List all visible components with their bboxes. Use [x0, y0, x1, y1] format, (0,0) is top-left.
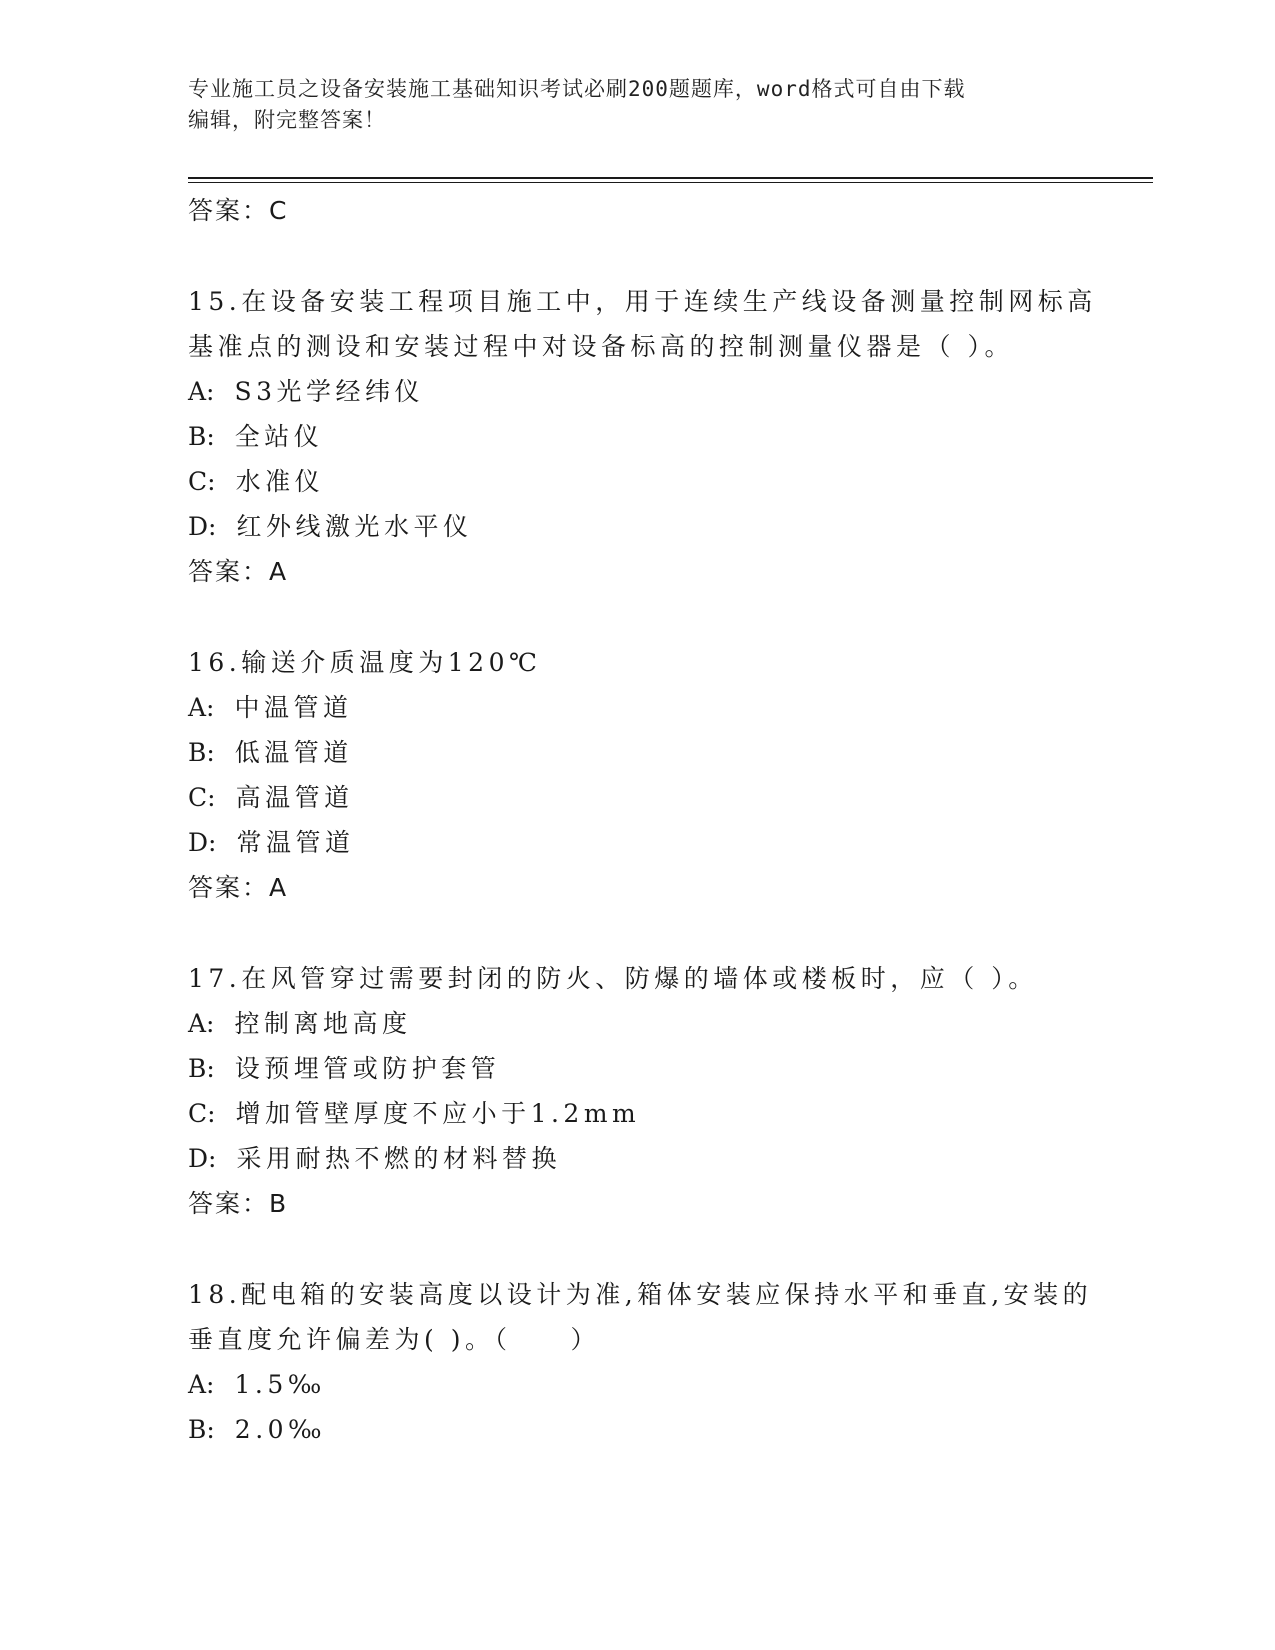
- option-key: C:: [188, 783, 216, 812]
- option-text: 常温管道: [236, 828, 355, 857]
- question-text: 15.在设备安装工程项目施工中，用于连续生产线设备测量控制网标高: [188, 287, 1097, 316]
- header-line-1: 专业施工员之设备安装施工基础知识考试必刷200题题库，word格式可自由下载: [188, 77, 966, 101]
- question-text: 18.配电箱的安装高度以设计为准,箱体安装应保持水平和垂直,安装的: [188, 1280, 1093, 1309]
- option-text: 低温管道: [234, 738, 353, 767]
- option-key: A:: [188, 693, 215, 722]
- option-text: 2.0‰: [234, 1415, 327, 1444]
- option-key: C:: [188, 467, 216, 496]
- option-key: A:: [188, 377, 215, 406]
- option-a: [188, 369, 1108, 414]
- question-text: 16.输送介质温度为120℃: [188, 648, 542, 677]
- option-a: [188, 1001, 1108, 1046]
- answer-line: [188, 188, 1108, 233]
- answer-line: [188, 1181, 1108, 1226]
- option-text: 采用耐热不燃的材料替换: [236, 1144, 561, 1173]
- answer-label: 答案：: [188, 1189, 270, 1218]
- option-c: [188, 775, 1108, 820]
- option-key: B:: [188, 738, 215, 767]
- option-key: A:: [188, 1009, 215, 1038]
- answer-line: [188, 549, 1108, 594]
- option-d: [188, 504, 1108, 549]
- answer-value: A: [269, 557, 288, 586]
- header-line-2: 编辑，附完整答案！: [188, 108, 386, 132]
- option-key: C:: [188, 1099, 216, 1128]
- option-text: 全站仪: [234, 422, 324, 451]
- option-key: B:: [188, 422, 215, 451]
- page-header: [188, 74, 1068, 136]
- option-text: 1.5‰: [234, 1370, 326, 1399]
- option-key: A:: [188, 1370, 215, 1399]
- option-text: 水准仪: [235, 467, 325, 496]
- option-b: [188, 1046, 1108, 1091]
- option-text: 增加管壁厚度不应小于1.2mm: [235, 1099, 641, 1128]
- option-d: [188, 820, 1108, 865]
- option-b: [188, 1407, 1108, 1452]
- answer-label: 答案：: [188, 557, 270, 586]
- question-block: [188, 1272, 1108, 1452]
- option-a: [188, 685, 1108, 730]
- option-text: 控制离地高度: [234, 1009, 412, 1038]
- answer-line: [188, 865, 1108, 910]
- answer-value: B: [269, 1189, 288, 1218]
- question-block: [188, 279, 1108, 594]
- option-d: [188, 1136, 1108, 1181]
- header-divider-thin: [188, 182, 1153, 183]
- option-text: S3光学经纬仪: [234, 377, 425, 406]
- question-list: [188, 188, 1108, 1452]
- option-a: [188, 1362, 1108, 1407]
- option-key: D:: [188, 1144, 217, 1173]
- option-c: [188, 459, 1108, 504]
- option-b: [188, 414, 1108, 459]
- option-key: D:: [188, 512, 217, 541]
- option-key: D:: [188, 828, 217, 857]
- option-c: [188, 1091, 1108, 1136]
- answer-value: A: [269, 873, 288, 902]
- option-text: 红外线激光水平仪: [236, 512, 473, 541]
- question-text: 垂直度允许偏差为( )。（ ）: [188, 1325, 600, 1354]
- option-b: [188, 730, 1108, 775]
- option-text: 中温管道: [234, 693, 353, 722]
- header-divider: [188, 177, 1153, 179]
- option-text: 高温管道: [235, 783, 354, 812]
- option-text: 设预埋管或防护套管: [234, 1054, 501, 1083]
- question-block: [188, 956, 1108, 1226]
- option-key: B:: [188, 1054, 215, 1083]
- option-key: B:: [188, 1415, 215, 1444]
- question-text: 基准点的测设和安装过程中对设备标高的控制测量仪器是（ ）。: [188, 332, 1014, 361]
- question-block: [188, 640, 1108, 910]
- answer-value: C: [269, 196, 288, 225]
- answer-label: 答案：: [188, 196, 270, 225]
- answer-label: 答案：: [188, 873, 270, 902]
- question-text: 17.在风管穿过需要封闭的防火、防爆的墙体或楼板时，应（ ）。: [188, 964, 1038, 993]
